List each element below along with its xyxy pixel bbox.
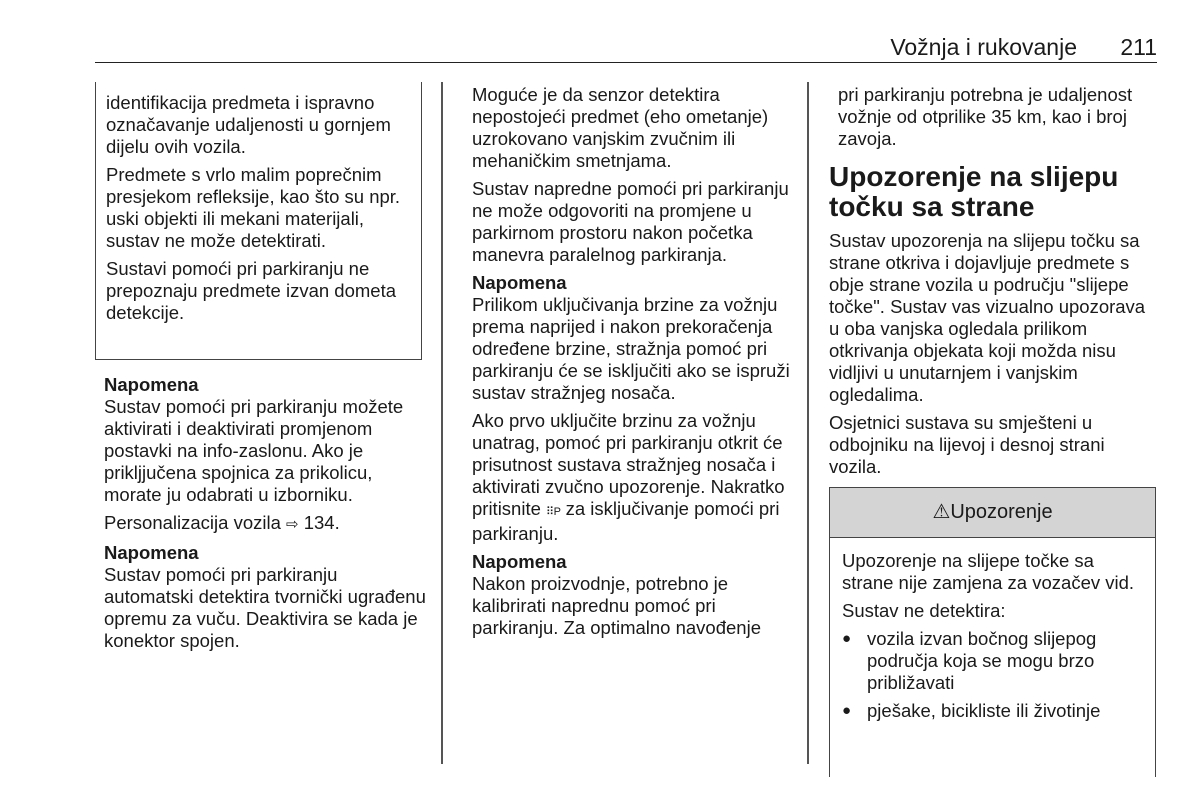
warning-list: [842, 628, 1143, 722]
list-item: ● pješake, bicikliste ili životinje: [842, 700, 1143, 722]
personalization-ref: [104, 512, 426, 536]
warning-body: [830, 538, 1155, 722]
warning-title: Upozorenje: [950, 501, 1053, 523]
note-heading: Napomena: [472, 551, 567, 572]
paragraph-text: za isključivanje pomoći pri parkiranju.: [472, 498, 780, 544]
note-heading: Napomena: [104, 542, 199, 563]
note-heading: Napomena: [104, 374, 199, 395]
paragraph: [472, 410, 790, 545]
column-divider: [807, 82, 809, 764]
column-2: [472, 84, 790, 645]
note-heading: Napomena: [472, 272, 567, 293]
warning-triangle-icon: ⚠: [932, 501, 951, 523]
warning-text: Upozorenje na slijepe točke sa strane nije zamjena za vozačev vid.: [842, 550, 1135, 593]
personalization-text: Personalizacija vozila: [104, 512, 281, 533]
list-item: ● vozila izvan bočnog slijepog područja koja se mogu brzo približavati: [842, 628, 1143, 694]
park-assist-button-icon: ⠿P: [546, 506, 561, 518]
page-ref-arrow-icon: ⇨: [286, 516, 299, 533]
column-1-notes: [104, 374, 426, 658]
note-text: Sustav pomoći pri parkiranju možete aktivirati i deaktivirati promjenom postavki na info-zaslonu. Ako je prikljjučena spojnica za prikolicu, morate ju odabrati u izborniku.: [104, 396, 404, 505]
column-divider: [441, 82, 443, 764]
note-text: Sustav pomoći pri parkiranju automatski detektira tvornički ugrađenu opremu za vuču. Deaktivira se kada je konektor spojen.: [104, 564, 426, 651]
paragraph-text: Ako prvo uključite brzinu za vožnju unatrag, pomoć pri parkiranju otkrit će prisutnost sustava stražnjeg nosača i aktivirati zvučno upozorenje. Nakratko pritisnite: [472, 410, 785, 519]
warning-header: [830, 488, 1155, 538]
paragraph: Sustav upozorenja na slijepu točku sa strane otkriva i dojavljuje predmete s obje strane vozila u području "slijepe točke". Sustav vas vizualno upozorava u oba vanjska ogledala prilikom otkrivanja objekata koji možda nisu vidljivi u unutarnjem i vanjskim ogledalima.: [829, 230, 1146, 405]
box-paragraph: Predmete s vrlo malim poprečnim presjekom refleksije, kao što su npr. uski objekti ili mekani materijali, sustav ne može detektirati.: [106, 164, 401, 251]
paragraph: pri parkiranju potrebna je udaljenost vožnje od otprilike 35 km, kao i broj zavoja.: [838, 84, 1133, 149]
warning-text: Sustav ne detektira:: [842, 600, 1006, 621]
box-paragraph: Sustavi pomoći pri parkiranju ne prepoznaju predmete izvan dometa detekcije.: [106, 258, 397, 323]
warning-box: [829, 487, 1156, 777]
paragraph: Osjetnici sustava su smješteni u odbojniku na lijevoj i desnoj strani vozila.: [829, 412, 1105, 477]
page-header: [95, 32, 1157, 63]
column-3: [829, 162, 1158, 484]
page-ref-number: 134.: [303, 512, 340, 533]
box-paragraph: identifikacija predmeta i ispravno označavanje udaljenosti u gornjem dijelu ovih vozila.: [106, 92, 391, 157]
info-box: [95, 82, 422, 360]
section-heading: Upozorenje na slijepu točku sa strane: [829, 161, 1119, 222]
note-text: Nakon proizvodnje, potrebno je kalibrirati naprednu pomoć pri parkiranju. Za optimalno navođenje: [472, 573, 761, 638]
note-text: Prilikom uključivanja brzine za vožnju prema naprijed i nakon prekoračenja određene brzine, stražnja pomoć pri parkiranju će se isključiti ako se ispruži sustav stražnjeg nosača.: [472, 294, 790, 403]
column-3-top: [838, 84, 1158, 156]
paragraph: Sustav napredne pomoći pri parkiranju ne može odgovoriti na promjene u parkirnom prostoru nakon početka manevra paralelnog parkiranja.: [472, 178, 789, 265]
section-title: Vožnja i rukovanje: [890, 34, 1077, 60]
page-number: 211: [1120, 34, 1157, 60]
paragraph: Moguće je da senzor detektira nepostojeći predmet (eho ometanje) uzrokovano vanjskim zvučnim ili mehaničkim smetnjama.: [472, 84, 769, 171]
